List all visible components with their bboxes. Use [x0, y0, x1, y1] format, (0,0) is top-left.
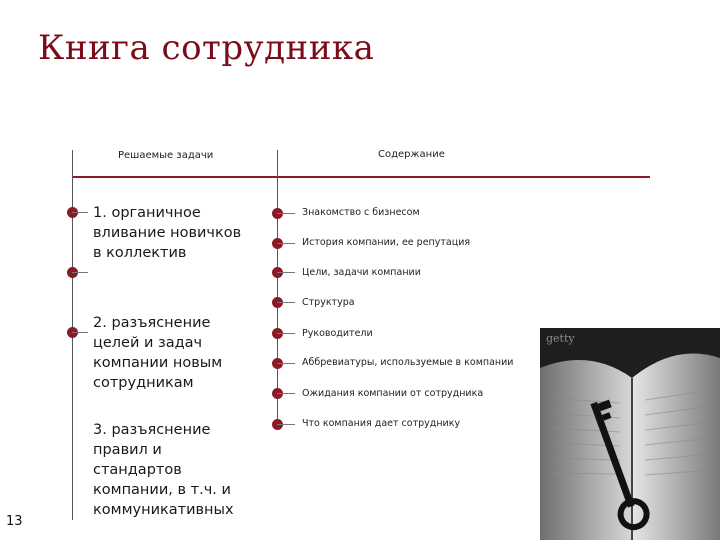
content-item: Цели, задачи компании	[302, 267, 421, 278]
book-key-photo	[540, 328, 720, 540]
page-number: 13	[6, 514, 23, 529]
column-header-contents: Содержание	[378, 149, 445, 160]
content-connector	[277, 302, 295, 303]
task-connector	[72, 332, 88, 333]
content-connector	[277, 272, 295, 273]
content-item: Знакомство с бизнесом	[302, 207, 420, 218]
content-item: История компании, ее репутация	[302, 237, 471, 248]
task-connector	[72, 272, 88, 273]
content-connector	[277, 243, 295, 244]
open-book-with-key-icon	[540, 328, 720, 540]
content-connector	[277, 424, 295, 425]
content-connector	[277, 213, 295, 214]
header-divider	[72, 176, 650, 178]
content-item: Ожидания компании от сотрудника	[302, 388, 484, 399]
content-connector	[277, 393, 295, 394]
task-connector	[72, 212, 88, 213]
content-item: Структура	[302, 297, 355, 308]
photo-watermark: getty	[546, 332, 575, 345]
page-title: Книга сотрудника	[38, 28, 375, 68]
task-item: 3. разъяснение правил и стандартов компании, в т.ч. и коммуникативных	[93, 422, 234, 518]
column-header-tasks: Решаемые задачи	[118, 150, 214, 161]
task-item: 1. органичное вливание новичков в коллектив	[93, 205, 242, 261]
content-item: Что компания дает сотруднику	[302, 418, 461, 429]
content-connector	[277, 363, 295, 364]
content-item: Аббревиатуры, используемые в компании	[302, 357, 514, 368]
content-item: Руководители	[302, 328, 373, 339]
task-item: 2. разъяснение целей и задач компании новым сотрудникам	[93, 315, 223, 391]
content-connector	[277, 333, 295, 334]
